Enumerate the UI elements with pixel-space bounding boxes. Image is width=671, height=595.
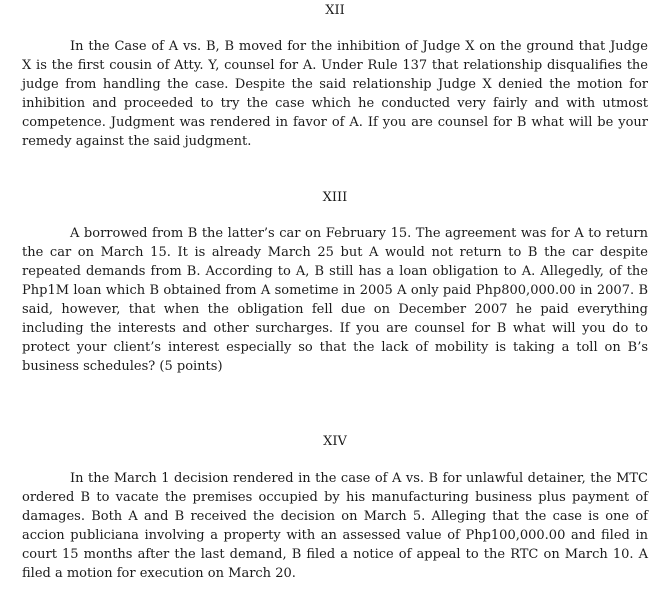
section-paragraph-xiii: A borrowed from B the latter’s car on February 15. The agreement was for A to return the car on March 15. It is already March 25 but A would not return to B the car despite repeated demands from B. According to A, B still has a loan obligation to A. Allegedly, of the Php1M loan which B obtained from A sometime in 2005 A only paid Php800,000.00 in 2007. B said, however, that when the obligation fell due on December 2007 he paid everything including the interests and other surcharges. If you are counsel for B what will you do to protect your client’s interest especially so that the lack of mobility is taking a toll on B’s business schedules? (5 points) [22, 226, 648, 374]
section-heading-xiii: XIII [322, 190, 348, 205]
section-heading-xiv: XIV [323, 434, 347, 449]
section-paragraph-xiv: In the March 1 decision rendered in the case of A vs. B for unlawful detainer, the MTC ordered B to vacate the premises occupied by his manufacturing business plus payment of damages. Both A and B received the decision on March 5. Alleging that the case is one of accion publiciana involving a property with an assessed value of Php100,000.00 and filed in court 15 months after the last demand, B filed a notice of appeal to the RTC on March 10. A filed a motion for execution on March 20. [22, 471, 648, 581]
section-paragraph-xii: In the Case of A vs. B, B moved for the inhibition of Judge X on the ground that Judge X is the first cousin of Atty. Y, counsel for A. Under Rule 137 that relationship disqualifies the judge from handling the case. Despite the said relationship Judge X denied the motion for inhibition and proceeded to try the case which he conducted very fairly and with utmost competence. Judgment was rendered in favor of A. If you are counsel for B what will be your remedy against the said judgment. [22, 39, 648, 149]
section-heading-xii: XII [325, 3, 345, 18]
